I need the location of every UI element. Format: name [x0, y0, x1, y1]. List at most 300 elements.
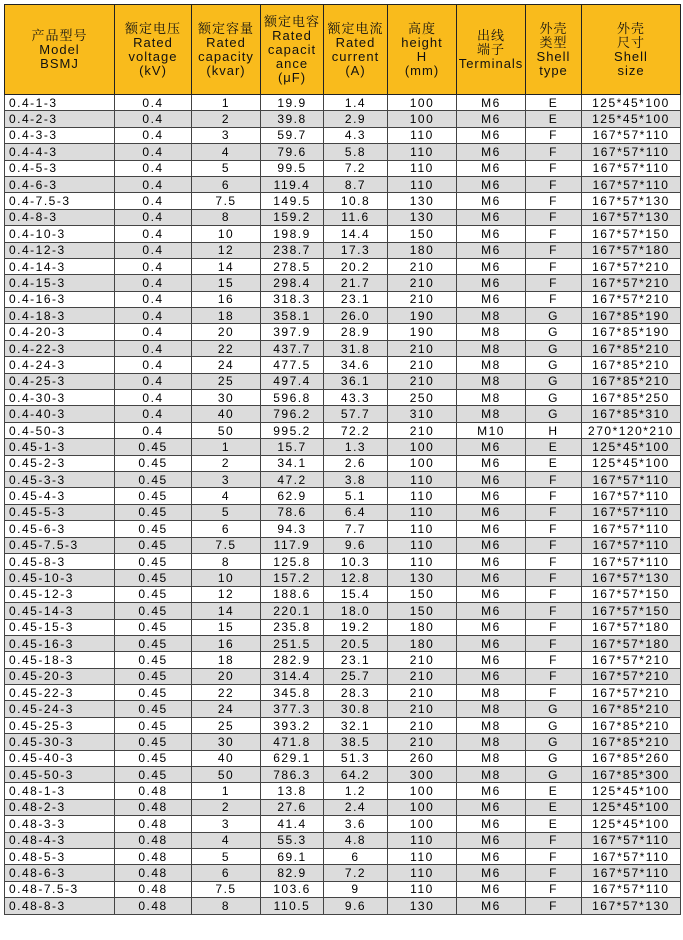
header-model-line: Model: [39, 41, 80, 57]
cell-capacity: 20: [192, 668, 261, 684]
cell-shell-type: F: [526, 144, 582, 160]
cell-shell-size: 167*57*180: [582, 635, 681, 651]
table-row: [5, 652, 681, 668]
cell-height: 110: [388, 848, 457, 864]
table-row: [5, 603, 681, 619]
cell-voltage: 0.45: [115, 635, 192, 651]
cell-capacitance: 110.5: [261, 898, 324, 914]
cell-shell-type: F: [526, 832, 582, 848]
cell-capacitance: 298.4: [261, 275, 324, 291]
header-capacitance-line: Rated: [272, 27, 312, 43]
cell-capacitance: 99.5: [261, 160, 324, 176]
cell-shell-size: 125*45*100: [582, 799, 681, 815]
cell-capacitance: 62.9: [261, 488, 324, 504]
cell-voltage: 0.45: [115, 455, 192, 471]
cell-current: 64.2: [324, 767, 388, 783]
table-row: [5, 406, 681, 422]
cell-terminals: M6: [457, 275, 526, 291]
cell-terminals: M6: [457, 652, 526, 668]
cell-voltage: 0.4: [115, 258, 192, 274]
cell-terminals: M6: [457, 471, 526, 487]
cell-voltage: 0.48: [115, 865, 192, 881]
cell-model: 0.4-14-3: [5, 258, 115, 274]
table-row: [5, 176, 681, 192]
cell-voltage: 0.48: [115, 848, 192, 864]
cell-shell-size: 167*85*250: [582, 390, 681, 406]
cell-capacitance: 103.6: [261, 881, 324, 897]
cell-shell-type: F: [526, 685, 582, 701]
cell-current: 18.0: [324, 603, 388, 619]
cell-voltage: 0.4: [115, 193, 192, 209]
cell-shell-size: 167*57*110: [582, 537, 681, 553]
cell-voltage: 0.45: [115, 701, 192, 717]
cell-current: 51.3: [324, 750, 388, 766]
cell-current: 2.9: [324, 111, 388, 127]
cell-height: 100: [388, 95, 457, 111]
cell-shell-type: F: [526, 291, 582, 307]
cell-model: 0.4-1-3: [5, 95, 115, 111]
cell-shell-type: E: [526, 439, 582, 455]
cell-voltage: 0.4: [115, 406, 192, 422]
cell-voltage: 0.48: [115, 783, 192, 799]
cell-terminals: M6: [457, 111, 526, 127]
cell-model: 0.4-5-3: [5, 160, 115, 176]
cell-current: 28.9: [324, 324, 388, 340]
cell-voltage: 0.4: [115, 275, 192, 291]
cell-model: 0.4-16-3: [5, 291, 115, 307]
cell-shell-size: 270*120*210: [582, 422, 681, 438]
cell-terminals: M6: [457, 668, 526, 684]
cell-shell-type: F: [526, 668, 582, 684]
table-row: [5, 488, 681, 504]
cell-model: 0.45-12-3: [5, 586, 115, 602]
cell-shell-type: F: [526, 848, 582, 864]
cell-terminals: M6: [457, 242, 526, 258]
cell-capacitance: 79.6: [261, 144, 324, 160]
cell-current: 3.8: [324, 471, 388, 487]
header-shell-size-line: size: [617, 62, 645, 78]
cell-capacitance: 596.8: [261, 390, 324, 406]
cell-shell-type: F: [526, 537, 582, 553]
cell-height: 110: [388, 521, 457, 537]
cell-current: 17.3: [324, 242, 388, 258]
cell-height: 210: [388, 422, 457, 438]
table-row: [5, 160, 681, 176]
cell-shell-type: G: [526, 340, 582, 356]
cell-voltage: 0.45: [115, 767, 192, 783]
cell-current: 1.2: [324, 783, 388, 799]
spec-table-container: [4, 4, 681, 915]
cell-capacitance: 125.8: [261, 553, 324, 569]
cell-shell-type: E: [526, 816, 582, 832]
cell-model: 0.45-5-3: [5, 504, 115, 520]
table-row: [5, 226, 681, 242]
cell-capacitance: 796.2: [261, 406, 324, 422]
cell-capacitance: 117.9: [261, 537, 324, 553]
cell-height: 260: [388, 750, 457, 766]
cell-shell-size: 167*57*180: [582, 242, 681, 258]
cell-height: 250: [388, 390, 457, 406]
header-voltage-line: 额定电压: [124, 20, 181, 36]
cell-model: 0.45-14-3: [5, 603, 115, 619]
cell-height: 100: [388, 111, 457, 127]
cell-terminals: M8: [457, 373, 526, 389]
cell-shell-size: 167*57*210: [582, 275, 681, 291]
cell-capacity: 12: [192, 586, 261, 602]
cell-shell-size: 125*45*100: [582, 455, 681, 471]
cell-capacitance: 82.9: [261, 865, 324, 881]
cell-model: 0.48-2-3: [5, 799, 115, 815]
cell-model: 0.4-7.5-3: [5, 193, 115, 209]
cell-capacity: 4: [192, 832, 261, 848]
cell-current: 2.6: [324, 455, 388, 471]
cell-shell-size: 167*57*110: [582, 521, 681, 537]
cell-shell-size: 167*57*110: [582, 848, 681, 864]
header-height-line: height: [401, 34, 443, 50]
cell-model: 0.45-4-3: [5, 488, 115, 504]
cell-shell-type: F: [526, 586, 582, 602]
cell-shell-type: F: [526, 603, 582, 619]
cell-height: 110: [388, 881, 457, 897]
cell-model: 0.4-12-3: [5, 242, 115, 258]
cell-model: 0.4-10-3: [5, 226, 115, 242]
cell-height: 110: [388, 504, 457, 520]
cell-capacity: 15: [192, 619, 261, 635]
cell-model: 0.48-4-3: [5, 832, 115, 848]
cell-terminals: M8: [457, 340, 526, 356]
header-terminals-line: 出线: [476, 27, 505, 43]
cell-current: 6: [324, 848, 388, 864]
header-row: [5, 5, 681, 95]
cell-terminals: M8: [457, 308, 526, 324]
cell-capacity: 50: [192, 422, 261, 438]
cell-terminals: M8: [457, 750, 526, 766]
cell-shell-type: F: [526, 275, 582, 291]
table-row: [5, 111, 681, 127]
cell-shell-size: 167*85*310: [582, 406, 681, 422]
cell-current: 12.8: [324, 570, 388, 586]
header-capacitance-line: capacit: [267, 41, 317, 57]
header-current-line: current: [331, 48, 380, 64]
cell-capacitance: 477.5: [261, 357, 324, 373]
cell-capacitance: 47.2: [261, 471, 324, 487]
cell-current: 20.5: [324, 635, 388, 651]
cell-capacity: 2: [192, 455, 261, 471]
cell-model: 0.45-8-3: [5, 553, 115, 569]
cell-current: 21.7: [324, 275, 388, 291]
cell-terminals: M8: [457, 701, 526, 717]
cell-voltage: 0.4: [115, 291, 192, 307]
cell-capacitance: 786.3: [261, 767, 324, 783]
cell-current: 9: [324, 881, 388, 897]
cell-capacitance: 39.8: [261, 111, 324, 127]
cell-terminals: M6: [457, 881, 526, 897]
cell-voltage: 0.4: [115, 422, 192, 438]
cell-capacity: 14: [192, 258, 261, 274]
table-row: [5, 439, 681, 455]
cell-voltage: 0.4: [115, 242, 192, 258]
cell-voltage: 0.45: [115, 685, 192, 701]
cell-voltage: 0.4: [115, 111, 192, 127]
cell-capacitance: 19.9: [261, 95, 324, 111]
cell-shell-size: 167*57*110: [582, 127, 681, 143]
cell-capacity: 50: [192, 767, 261, 783]
cell-current: 23.1: [324, 652, 388, 668]
cell-voltage: 0.4: [115, 357, 192, 373]
header-shell-type-line: 类型: [539, 34, 568, 50]
cell-terminals: M8: [457, 767, 526, 783]
cell-shell-type: F: [526, 127, 582, 143]
cell-model: 0.45-18-3: [5, 652, 115, 668]
cell-current: 19.2: [324, 619, 388, 635]
header-capacitance-line: (μF): [277, 69, 307, 85]
table-row: [5, 619, 681, 635]
cell-model: 0.4-8-3: [5, 209, 115, 225]
cell-shell-size: 167*85*260: [582, 750, 681, 766]
cell-height: 190: [388, 324, 457, 340]
cell-voltage: 0.4: [115, 176, 192, 192]
cell-model: 0.4-18-3: [5, 308, 115, 324]
cell-shell-size: 167*85*210: [582, 340, 681, 356]
table-row: [5, 455, 681, 471]
cell-capacitance: 235.8: [261, 619, 324, 635]
cell-capacitance: 27.6: [261, 799, 324, 815]
cell-shell-size: 167*57*110: [582, 832, 681, 848]
cell-current: 36.1: [324, 373, 388, 389]
cell-shell-size: 167*57*150: [582, 586, 681, 602]
cell-capacity: 3: [192, 127, 261, 143]
cell-shell-type: F: [526, 471, 582, 487]
cell-shell-type: F: [526, 570, 582, 586]
header-shell-type-line: type: [539, 62, 568, 78]
table-body: [5, 95, 681, 915]
header-voltage: [115, 5, 192, 95]
table-row: [5, 865, 681, 881]
cell-height: 210: [388, 357, 457, 373]
cell-model: 0.4-2-3: [5, 111, 115, 127]
cell-shell-type: G: [526, 324, 582, 340]
cell-terminals: M8: [457, 406, 526, 422]
cell-capacity: 5: [192, 160, 261, 176]
cell-capacity: 7.5: [192, 881, 261, 897]
cell-terminals: M6: [457, 865, 526, 881]
header-capacity-line: 额定容量: [197, 20, 254, 36]
cell-model: 0.4-25-3: [5, 373, 115, 389]
cell-height: 100: [388, 816, 457, 832]
cell-shell-type: F: [526, 176, 582, 192]
cell-capacitance: 471.8: [261, 734, 324, 750]
cell-current: 5.1: [324, 488, 388, 504]
cell-shell-size: 167*57*130: [582, 570, 681, 586]
cell-shell-size: 167*57*110: [582, 553, 681, 569]
cell-capacity: 40: [192, 406, 261, 422]
cell-height: 130: [388, 570, 457, 586]
cell-current: 5.8: [324, 144, 388, 160]
cell-capacity: 22: [192, 685, 261, 701]
cell-capacity: 24: [192, 701, 261, 717]
cell-model: 0.45-15-3: [5, 619, 115, 635]
cell-height: 100: [388, 439, 457, 455]
cell-capacity: 7.5: [192, 537, 261, 553]
cell-terminals: M6: [457, 570, 526, 586]
cell-capacity: 8: [192, 898, 261, 914]
capacitor-spec-table: [4, 4, 681, 915]
cell-capacitance: 345.8: [261, 685, 324, 701]
cell-current: 26.0: [324, 308, 388, 324]
table-row: [5, 193, 681, 209]
cell-shell-size: 167*57*110: [582, 160, 681, 176]
cell-terminals: M6: [457, 439, 526, 455]
cell-shell-size: 167*57*110: [582, 865, 681, 881]
cell-current: 25.7: [324, 668, 388, 684]
cell-shell-size: 125*45*100: [582, 95, 681, 111]
cell-capacity: 22: [192, 340, 261, 356]
cell-shell-type: G: [526, 767, 582, 783]
cell-height: 210: [388, 373, 457, 389]
cell-current: 31.8: [324, 340, 388, 356]
cell-shell-type: F: [526, 553, 582, 569]
table-row: [5, 816, 681, 832]
cell-capacitance: 34.1: [261, 455, 324, 471]
cell-shell-size: 125*45*100: [582, 783, 681, 799]
cell-terminals: M6: [457, 832, 526, 848]
table-row: [5, 357, 681, 373]
cell-capacitance: 437.7: [261, 340, 324, 356]
cell-terminals: M6: [457, 848, 526, 864]
cell-capacitance: 188.6: [261, 586, 324, 602]
cell-shell-size: 125*45*100: [582, 816, 681, 832]
cell-voltage: 0.45: [115, 439, 192, 455]
cell-voltage: 0.4: [115, 324, 192, 340]
cell-height: 210: [388, 340, 457, 356]
cell-capacitance: 278.5: [261, 258, 324, 274]
table-row: [5, 668, 681, 684]
cell-shell-size: 167*85*210: [582, 357, 681, 373]
table-row: [5, 750, 681, 766]
cell-shell-size: 125*45*100: [582, 439, 681, 455]
cell-capacity: 18: [192, 652, 261, 668]
cell-capacity: 25: [192, 373, 261, 389]
table-row: [5, 898, 681, 914]
cell-height: 210: [388, 685, 457, 701]
cell-shell-type: E: [526, 455, 582, 471]
cell-shell-type: F: [526, 160, 582, 176]
cell-voltage: 0.48: [115, 898, 192, 914]
cell-capacity: 14: [192, 603, 261, 619]
cell-capacity: 4: [192, 144, 261, 160]
cell-shell-size: 167*57*210: [582, 258, 681, 274]
table-row: [5, 685, 681, 701]
cell-height: 190: [388, 308, 457, 324]
cell-model: 0.48-1-3: [5, 783, 115, 799]
cell-model: 0.48-5-3: [5, 848, 115, 864]
cell-current: 72.2: [324, 422, 388, 438]
cell-current: 20.2: [324, 258, 388, 274]
cell-capacitance: 15.7: [261, 439, 324, 455]
header-capacity-line: Rated: [206, 34, 246, 50]
cell-current: 10.3: [324, 553, 388, 569]
cell-terminals: M6: [457, 799, 526, 815]
table-row: [5, 471, 681, 487]
cell-capacity: 5: [192, 848, 261, 864]
cell-capacitance: 55.3: [261, 832, 324, 848]
cell-shell-size: 167*57*110: [582, 488, 681, 504]
cell-shell-type: F: [526, 898, 582, 914]
cell-model: 0.45-2-3: [5, 455, 115, 471]
cell-terminals: M6: [457, 619, 526, 635]
cell-current: 1.4: [324, 95, 388, 111]
cell-shell-type: G: [526, 701, 582, 717]
cell-voltage: 0.48: [115, 881, 192, 897]
table-row: [5, 308, 681, 324]
cell-height: 100: [388, 783, 457, 799]
cell-terminals: M6: [457, 603, 526, 619]
cell-height: 110: [388, 537, 457, 553]
cell-model: 0.45-24-3: [5, 701, 115, 717]
header-model-line: 产品型号: [31, 27, 88, 43]
cell-capacitance: 41.4: [261, 816, 324, 832]
cell-terminals: M6: [457, 144, 526, 160]
header-shell-size-line: 尺寸: [616, 34, 645, 50]
cell-capacitance: 397.9: [261, 324, 324, 340]
cell-shell-size: 167*57*180: [582, 619, 681, 635]
cell-model: 0.45-1-3: [5, 439, 115, 455]
cell-capacitance: 157.2: [261, 570, 324, 586]
cell-shell-type: F: [526, 619, 582, 635]
cell-current: 2.4: [324, 799, 388, 815]
cell-capacity: 10: [192, 226, 261, 242]
cell-capacitance: 59.7: [261, 127, 324, 143]
cell-terminals: M6: [457, 455, 526, 471]
header-terminals-line: Terminals: [458, 55, 524, 71]
cell-shell-size: 167*85*300: [582, 767, 681, 783]
cell-height: 150: [388, 226, 457, 242]
cell-voltage: 0.45: [115, 504, 192, 520]
cell-height: 210: [388, 668, 457, 684]
cell-shell-size: 167*57*150: [582, 603, 681, 619]
cell-model: 0.45-22-3: [5, 685, 115, 701]
header-voltage-line: (kV): [139, 62, 167, 78]
cell-shell-type: G: [526, 406, 582, 422]
cell-capacity: 1: [192, 783, 261, 799]
cell-terminals: M6: [457, 488, 526, 504]
table-row: [5, 422, 681, 438]
cell-voltage: 0.48: [115, 816, 192, 832]
cell-shell-type: F: [526, 504, 582, 520]
table-row: [5, 701, 681, 717]
cell-capacity: 16: [192, 291, 261, 307]
cell-terminals: M6: [457, 176, 526, 192]
cell-shell-size: 167*57*110: [582, 471, 681, 487]
table-row: [5, 390, 681, 406]
cell-terminals: M6: [457, 898, 526, 914]
cell-voltage: 0.45: [115, 652, 192, 668]
cell-voltage: 0.48: [115, 799, 192, 815]
cell-shell-type: F: [526, 635, 582, 651]
cell-height: 210: [388, 701, 457, 717]
cell-shell-size: 167*57*130: [582, 209, 681, 225]
cell-current: 15.4: [324, 586, 388, 602]
header-capacity-line: capacity: [198, 48, 254, 64]
cell-model: 0.45-40-3: [5, 750, 115, 766]
cell-terminals: M8: [457, 324, 526, 340]
cell-capacity: 20: [192, 324, 261, 340]
cell-height: 210: [388, 717, 457, 733]
cell-capacity: 3: [192, 816, 261, 832]
cell-capacity: 1: [192, 439, 261, 455]
cell-capacity: 40: [192, 750, 261, 766]
cell-shell-size: 167*57*210: [582, 668, 681, 684]
